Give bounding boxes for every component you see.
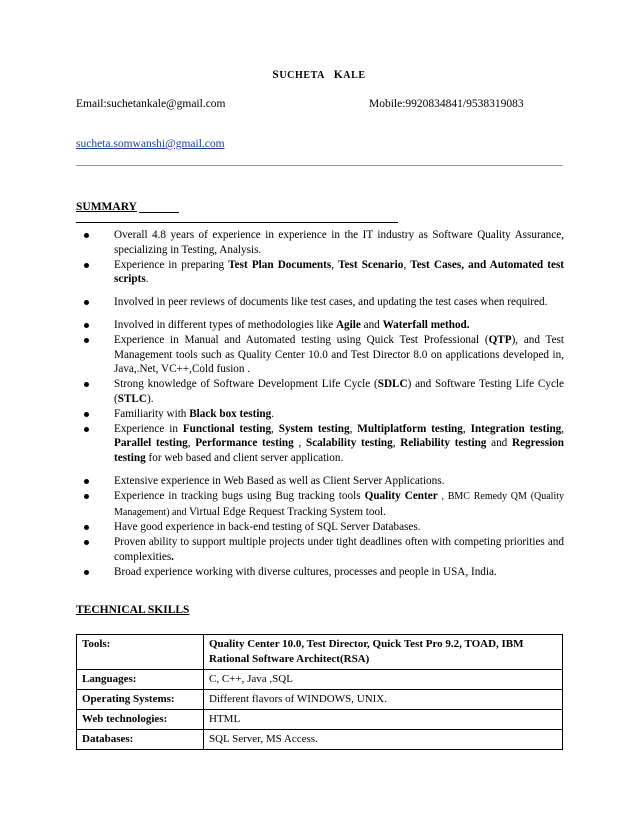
bullet-icon bbox=[84, 300, 89, 305]
summary-text: Virtual Edge Request Tracking System tool. bbox=[188, 505, 386, 518]
summary-text: , bbox=[293, 437, 306, 450]
technical-skills-table bbox=[76, 634, 563, 750]
summary-text: and bbox=[486, 437, 512, 450]
skill-value: SQL Server, MS Access. bbox=[204, 730, 563, 750]
summary-text: Strong knowledge of Software Development Life Cycle ( bbox=[114, 378, 378, 391]
summary-item bbox=[84, 520, 564, 535]
skill-category: Databases: bbox=[77, 730, 204, 750]
summary-text: Test Scenario bbox=[338, 258, 404, 271]
summary-text: , bbox=[392, 437, 401, 450]
bullet-icon bbox=[84, 427, 89, 432]
summary-text: Integration testing bbox=[470, 422, 562, 435]
mobile-line: Mobile:9920834841/9538319083 bbox=[369, 98, 524, 110]
table-row bbox=[77, 690, 563, 710]
bullet-icon bbox=[84, 479, 89, 484]
summary-heading-text: SUMMARY bbox=[76, 201, 137, 213]
summary-text: , bbox=[403, 258, 411, 271]
summary-text: Experience in Manual and Automated testing using Quick Test Professional ( bbox=[114, 333, 489, 346]
skill-value: Quality Center 10.0, Test Director, Quick Test Pro 9.2, TOAD, IBM Rational Software Architect(RSA) bbox=[204, 635, 563, 670]
summary-text: Performance testing bbox=[195, 437, 294, 450]
summary-text: QTP bbox=[488, 333, 512, 346]
summary-text: Regression testing bbox=[114, 437, 564, 465]
summary-text: Involved in different types of methodologies like bbox=[114, 318, 336, 331]
summary-item bbox=[84, 489, 564, 521]
summary-text: System testing bbox=[278, 422, 350, 435]
summary-divider bbox=[76, 222, 398, 223]
summary-text: Agile bbox=[335, 318, 361, 331]
bullet-icon bbox=[84, 323, 89, 328]
name-last-rest: ALE bbox=[343, 70, 366, 81]
skill-value: C, C++, Java ,SQL bbox=[204, 670, 563, 690]
name-first-initial: S bbox=[272, 69, 280, 81]
bullet-icon bbox=[84, 263, 89, 268]
skill-category: Tools: bbox=[77, 635, 204, 670]
summary-item bbox=[84, 565, 564, 580]
summary-text: ), and Test Management tools such as Quality Center 10.0 and Test Director 8.0 on applications developed in, Java,.Net, VC++,Cold fusion . bbox=[114, 333, 564, 376]
summary-text: , bbox=[331, 258, 339, 271]
summary-text: Proven ability to support multiple projects under tight deadlines often with competing priorities and complexities bbox=[114, 536, 564, 563]
summary-text: BMC Remedy QM (Quality Management) and bbox=[114, 490, 565, 518]
summary-list bbox=[84, 228, 564, 580]
skill-category: Web technologies: bbox=[77, 710, 204, 730]
skill-category: Languages: bbox=[77, 670, 204, 690]
summary-item bbox=[84, 407, 564, 422]
summary-text: , bbox=[462, 422, 471, 435]
summary-item bbox=[84, 474, 564, 489]
summary-text: Quality Center bbox=[364, 489, 438, 502]
summary-text: ) and Software Testing Life Cycle ( bbox=[114, 378, 564, 405]
bullet-icon bbox=[84, 412, 89, 417]
summary-text: Familiarity with bbox=[114, 407, 190, 420]
summary-text: for web based and client server application. bbox=[145, 452, 344, 465]
summary-text: Experience in bbox=[114, 422, 183, 435]
name-first-rest: UCHETA bbox=[279, 70, 325, 81]
summary-text: , bbox=[271, 422, 279, 435]
summary-item bbox=[84, 422, 564, 466]
skill-value: HTML bbox=[204, 710, 563, 730]
summary-text: Extensive experience in Web Based as well as Client Server Applications. bbox=[114, 474, 445, 487]
summary-text: Black box testing bbox=[189, 407, 272, 420]
summary-text: . bbox=[271, 407, 275, 420]
summary-heading-underline bbox=[139, 211, 179, 213]
summary-text: , bbox=[349, 422, 358, 435]
summary-text: Functional testing bbox=[182, 422, 272, 435]
candidate-name bbox=[0, 69, 638, 81]
summary-text: SDLC bbox=[377, 378, 408, 391]
summary-text: , bbox=[561, 422, 565, 435]
bullet-icon bbox=[84, 338, 89, 343]
summary-text: Experience in preparing bbox=[114, 258, 229, 271]
table-row bbox=[77, 635, 563, 670]
header-divider bbox=[76, 165, 563, 166]
summary-text: ). bbox=[146, 392, 154, 405]
table-row bbox=[77, 730, 563, 750]
summary-text: Parallel testing bbox=[114, 437, 188, 450]
summary-text: Involved in peer reviews of documents like test cases, and updating the test cases when required. bbox=[114, 296, 548, 309]
bullet-icon bbox=[84, 494, 89, 499]
summary-text: . bbox=[145, 273, 149, 286]
summary-item bbox=[84, 258, 564, 288]
skill-value: Different flavors of WINDOWS, UNIX. bbox=[204, 690, 563, 710]
email-line: Email:suchetankale@gmail.com bbox=[76, 98, 226, 110]
summary-text: , bbox=[187, 437, 196, 450]
summary-text: . bbox=[171, 550, 174, 563]
summary-text: STLC bbox=[117, 392, 147, 405]
summary-item bbox=[84, 377, 564, 407]
bullet-icon bbox=[84, 525, 89, 530]
summary-heading bbox=[76, 201, 179, 213]
bullet-icon bbox=[84, 570, 89, 575]
summary-item bbox=[84, 228, 564, 258]
summary-item bbox=[84, 295, 564, 310]
summary-text: Scalability testing bbox=[305, 437, 393, 450]
summary-text: and bbox=[360, 318, 383, 331]
summary-text: Test Cases, and Automated test scripts bbox=[114, 258, 565, 286]
table-row bbox=[77, 710, 563, 730]
summary-item bbox=[84, 333, 564, 377]
skill-category: Operating Systems: bbox=[77, 690, 204, 710]
bullet-icon bbox=[84, 382, 89, 387]
summary-text: Reliability testing bbox=[400, 437, 487, 450]
summary-text: Experience in tracking bugs using Bug tracking tools bbox=[114, 489, 365, 502]
summary-text: Waterfall method. bbox=[382, 318, 470, 331]
summary-text: Test Plan Documents bbox=[228, 258, 332, 271]
summary-text: Overall 4.8 years of experience in experience in the IT industry as Software Quality Assurance, specializing in Testing, Analysis. bbox=[114, 229, 564, 256]
bullet-icon bbox=[84, 233, 89, 238]
table-row bbox=[77, 670, 563, 690]
summary-text: , bbox=[437, 490, 448, 502]
alt-email-link[interactable]: sucheta.somwanshi@gmail.com bbox=[76, 138, 225, 150]
summary-item bbox=[84, 535, 564, 565]
summary-text: Have good experience in back-end testing of SQL Server Databases. bbox=[114, 521, 421, 534]
summary-text: Broad experience working with diverse cultures, processes and people in USA, India. bbox=[114, 565, 497, 578]
contact-row bbox=[76, 98, 566, 110]
bullet-icon bbox=[84, 540, 89, 545]
summary-item bbox=[84, 318, 564, 333]
name-last-initial: K bbox=[333, 69, 344, 81]
summary-text: Multiplatform testing bbox=[357, 422, 463, 435]
technical-skills-heading: TECHNICAL SKILLS bbox=[76, 604, 190, 616]
